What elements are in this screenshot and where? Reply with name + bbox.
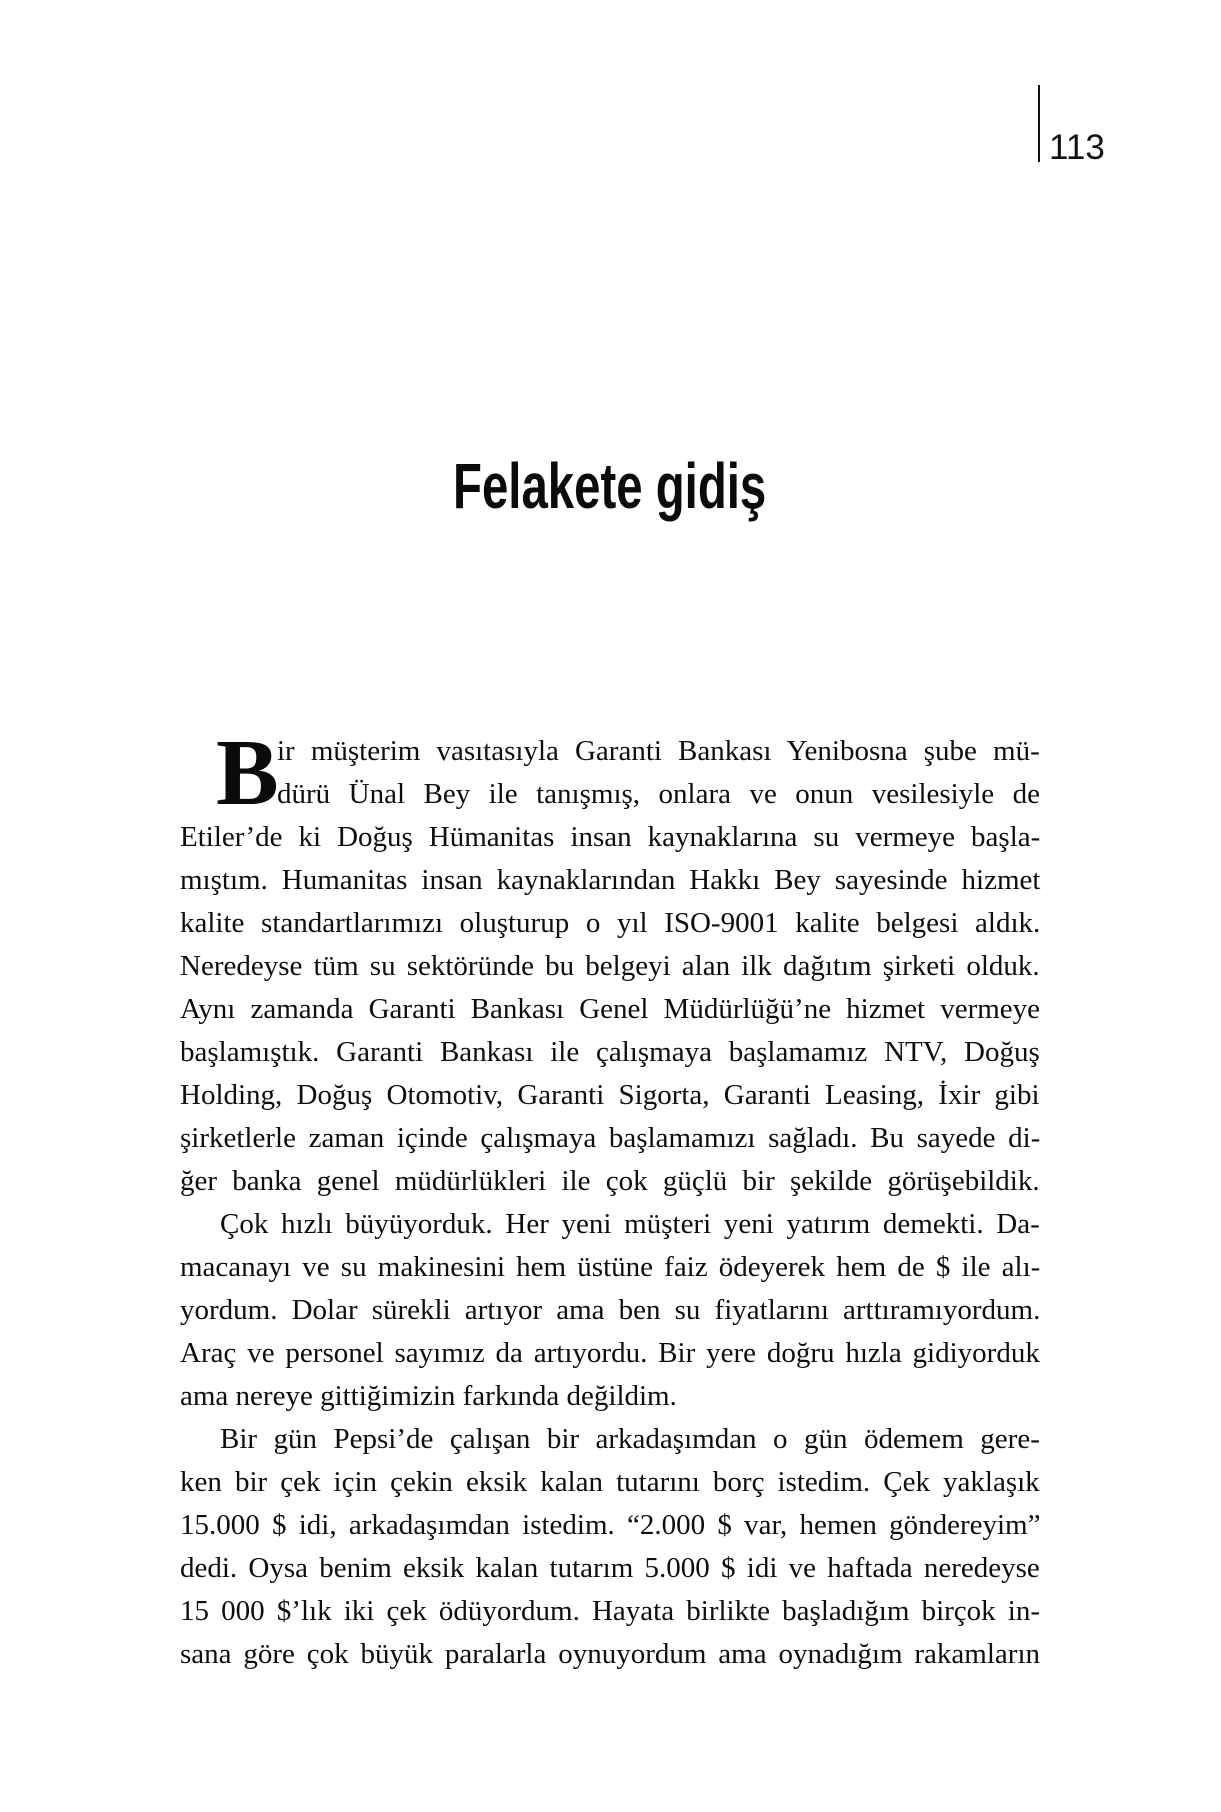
text-line: şirketlerle zaman içinde çalışmaya başlamamızı sağladı. Bu sayede di-: [180, 1122, 1041, 1154]
text-line: dürü Ünal Bey ile tanışmış, onlara ve onun vesilesiyle de: [277, 778, 1041, 810]
text-line: ir müşterim vasıtasıyla Garanti Bankası Yenibosna şube mü-: [277, 735, 1040, 767]
paragraph: [180, 721, 1041, 1203]
text-line: ken bir çek için çekin eksik kalan tutarını borç istedim. Çek yaklaşık: [180, 1466, 1040, 1498]
text-line: dedi. Oysa benim eksik kalan tutarım 5.000 $ idi ve haftada neredeyse: [180, 1552, 1040, 1584]
text-line: sana göre çok büyük paralarla oynuyordum ama oynadığım rakamların: [180, 1638, 1041, 1670]
chapter-title-wrap: [180, 450, 1040, 522]
text-line: Çok hızlı büyüyorduk. Her yeni müşteri yeni yatırım demekti. Da-: [220, 1208, 1040, 1240]
text-line: 15 000 $’lık iki çek ödüyordum. Hayata birlikte başladığım birçok in-: [180, 1595, 1041, 1627]
page-number: 113: [1049, 128, 1105, 167]
text-line: başlamıştık. Garanti Bankası ile çalışmaya başlamamız NTV, Doğuş: [180, 1036, 1040, 1068]
text-line: yordum. Dolar sürekli artıyor ama ben su fiyatlarını arttıramıyordum.: [180, 1294, 1041, 1326]
text-line: Etiler’de ki Doğuş Hümanitas insan kaynaklarına su vermeye başla-: [180, 821, 1041, 853]
text-line: Aynı zamanda Garanti Bankası Genel Müdürlüğü’ne hizmet vermeye: [180, 993, 1041, 1025]
text-line: Araç ve personel sayımız da artıyordu. Bir yere doğru hızla gidiyorduk: [180, 1337, 1040, 1369]
chapter-title: Felakete gidiş: [453, 450, 767, 522]
text-line: Neredeyse tüm su sektöründe bu belgeyi alan ilk dağıtım şirketi olduk.: [180, 950, 1040, 982]
text-line: ama nereye gittiğimizin farkında değildim.: [180, 1380, 677, 1412]
text-line: mıştım. Humanitas insan kaynaklarından Hakkı Bey sayesinde hizmet: [180, 864, 1041, 896]
text-line: Bir gün Pepsi’de çalışan bir arkadaşımdan o gün ödemem gere-: [220, 1423, 1040, 1455]
paragraph: [180, 1418, 1040, 1676]
text-line: ğer banka genel müdürlükleri ile çok güçlü bir şekilde görüşebildik.: [180, 1165, 1040, 1197]
text-line: kalite standartlarımızı oluşturup o yıl ISO-9001 kalite belgesi aldık.: [180, 907, 1041, 939]
paragraph: [180, 1203, 1040, 1418]
text-line: Holding, Doğuş Otomotiv, Garanti Sigorta, Garanti Leasing, İxir gibi: [180, 1079, 1040, 1111]
page-number-rule: [1038, 85, 1040, 162]
drop-cap: B: [216, 721, 279, 825]
text-line: 15.000 $ idi, arkadaşımdan istedim. “2.000 $ var, hemen göndereyim”: [180, 1509, 1041, 1541]
body-text: [180, 721, 1041, 1676]
text-line: macanayı ve su makinesini hem üstüne faiz ödeyerek hem de $ ile alı-: [180, 1251, 1041, 1283]
